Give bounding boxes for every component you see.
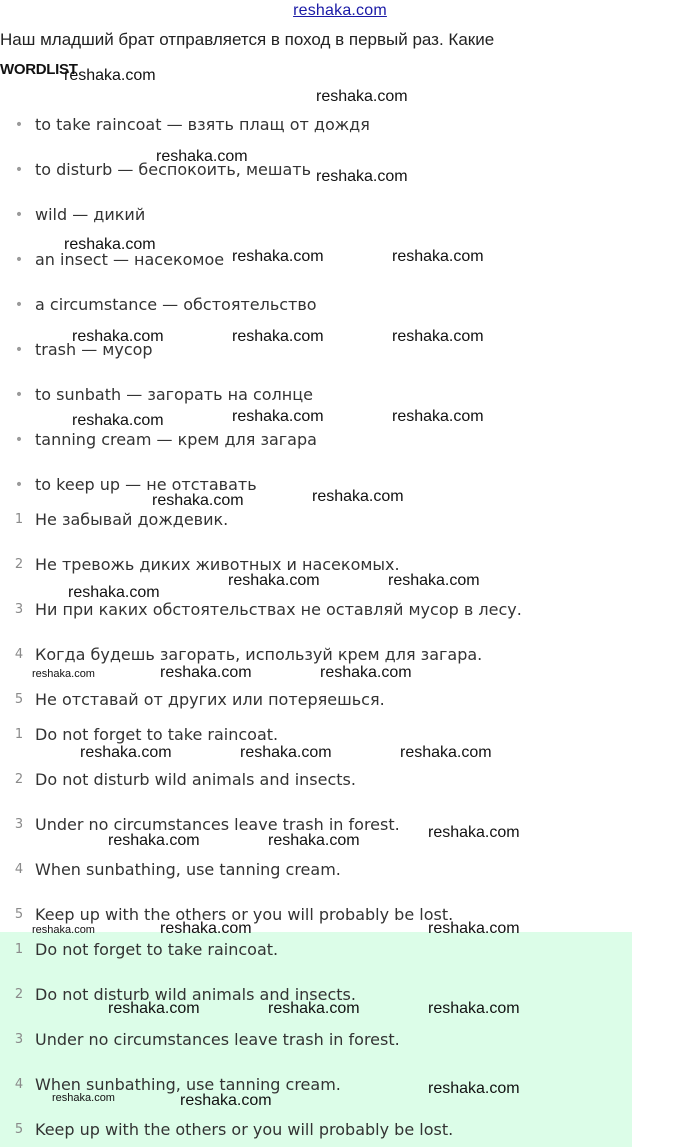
answer-row: 4 When sunbathing, use tanning cream. (14, 1075, 341, 1094)
watermark: reshaka.com (52, 1092, 115, 1104)
bullet-icon: • (14, 252, 24, 268)
intro-text: Наш младший брат отправляется в поход в первый раз. Какие (0, 30, 495, 49)
watermark: reshaka.com (428, 1000, 520, 1017)
watermark: reshaka.com (152, 492, 244, 509)
list-item: • to keep up — не отставать (14, 475, 257, 494)
watermark: reshaka.com (180, 1092, 272, 1109)
sentence-row: 5 Keep up with the others or you will probably be lost. (14, 905, 454, 924)
answer-row: 5 Keep up with the others or you will probably be lost. (14, 1120, 454, 1139)
wordlist-title: WORDLIST (0, 61, 78, 78)
watermark: reshaka.com (64, 67, 156, 84)
watermark: reshaka.com (388, 572, 480, 589)
sentence-row: 4 When sunbathing, use tanning cream. (14, 860, 341, 879)
list-item: • to sunbath — загорать на солнце (14, 385, 313, 404)
bullet-icon: • (14, 342, 24, 358)
sentence-row: 1 Do not forget to take raincoat. (14, 725, 279, 744)
list-item: • trash — мусор (14, 340, 153, 359)
watermark: reshaka.com (316, 168, 408, 185)
watermark: reshaka.com (64, 236, 156, 253)
watermark: reshaka.com (428, 824, 520, 841)
watermark: reshaka.com (80, 744, 172, 761)
site-link[interactable]: reshaka.com (293, 2, 387, 19)
watermark: reshaka.com (156, 148, 248, 165)
watermark: reshaka.com (428, 1080, 520, 1097)
watermark: reshaka.com (392, 408, 484, 425)
list-item: • to disturb — беспокоить, мешать (14, 160, 312, 179)
bullet-icon: • (14, 477, 24, 493)
watermark: reshaka.com (392, 248, 484, 265)
watermark: reshaka.com (72, 412, 164, 429)
sentence-row: 3 Ни при каких обстоятельствах не оставляй мусор в лесу. (14, 600, 522, 619)
answer-row: 1 Do not forget to take raincoat. (14, 940, 279, 959)
watermark: reshaka.com (268, 832, 360, 849)
watermark: reshaka.com (392, 328, 484, 345)
list-item: • wild — дикий (14, 205, 146, 224)
watermark: reshaka.com (232, 248, 324, 265)
bullet-icon: • (14, 207, 24, 223)
watermark: reshaka.com (232, 328, 324, 345)
watermark: reshaka.com (268, 1000, 360, 1017)
sentence-row: 5 Не отставай от других или потеряешься. (14, 690, 385, 709)
watermark: reshaka.com (108, 1000, 200, 1017)
list-item: • to take raincoat — взять плащ от дождя (14, 115, 370, 134)
watermark: reshaka.com (312, 488, 404, 505)
answer-row: 3 Under no circumstances leave trash in forest. (14, 1030, 400, 1049)
bullet-icon: • (14, 297, 24, 313)
bullet-icon: • (14, 117, 24, 133)
bullet-icon: • (14, 162, 24, 178)
sentence-row: 4 Когда будешь загорать, используй крем для загара. (14, 645, 483, 664)
watermark: reshaka.com (68, 584, 160, 601)
bullet-icon: • (14, 432, 24, 448)
bullet-icon: • (14, 387, 24, 403)
watermark: reshaka.com (160, 664, 252, 681)
sentence-row: 3 Under no circumstances leave trash in forest. (14, 815, 400, 834)
watermark: reshaka.com (228, 572, 320, 589)
sentence-row: 2 Не тревожь диких животных и насекомых. (14, 555, 400, 574)
answer-row: 2 Do not disturb wild animals and insects. (14, 985, 356, 1004)
watermark: reshaka.com (232, 408, 324, 425)
watermark: reshaka.com (160, 920, 252, 937)
watermark: reshaka.com (240, 744, 332, 761)
watermark: reshaka.com (400, 744, 492, 761)
list-item: • tanning cream — крем для загара (14, 430, 317, 449)
watermark: reshaka.com (72, 328, 164, 345)
sentence-row: 1 Не забывай дождевик. (14, 510, 229, 529)
watermark: reshaka.com (32, 924, 95, 936)
list-item: • an insect — насекомое (14, 250, 225, 269)
list-item: • a circumstance — обстоятельство (14, 295, 317, 314)
sentence-row: 2 Do not disturb wild animals and insects. (14, 770, 356, 789)
watermark: reshaka.com (428, 920, 520, 937)
watermark: reshaka.com (316, 88, 408, 105)
watermark: reshaka.com (32, 668, 95, 680)
watermark: reshaka.com (108, 832, 200, 849)
watermark: reshaka.com (320, 664, 412, 681)
